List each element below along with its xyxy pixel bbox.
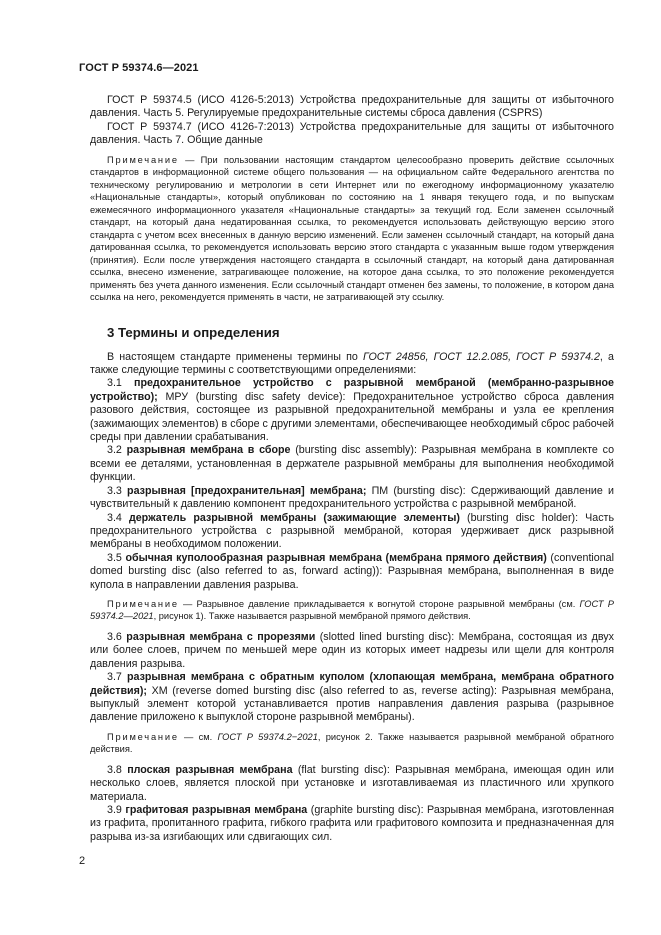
note-label: Примечание xyxy=(107,154,179,165)
section-intro: В настоящем стандарте применены термины по ГОСТ 24856, ГОСТ 12.2.085, ГОСТ Р 59374.2, а также следующие термины с соответствующими определениями: xyxy=(90,350,614,377)
document-code-header: ГОСТ Р 59374.6—2021 xyxy=(79,62,199,74)
section-title: 3 Термины и определения xyxy=(107,324,280,340)
term-name: плоская разрывная мембрана xyxy=(127,763,293,776)
term-3-8: 3.8 плоская разрывная мембрана (flat bursting disc): Разрывная мембрана, имеющая один или несколько слоев, является плоской при установке и изготавливаемая из пластичного или хрупкого материала. xyxy=(90,763,614,803)
intro-standards-refs: ГОСТ 24856, ГОСТ 12.2.085, ГОСТ Р 59374.2 xyxy=(363,350,600,363)
page-body xyxy=(90,94,614,844)
note-label: Примечание xyxy=(107,731,179,742)
term-3-3: 3.3 разрывная [предохранительная] мембрана; ПМ (bursting disc): Сдерживающий давление и чувствительный к давлению компонент предохранительного устройства с разрывной мембраной. xyxy=(90,484,614,511)
term-name: предохранительное устройство с разрывной мембраной (мембранно-разрывное устройство); xyxy=(90,377,614,403)
term-name: разрывная [предохранительная] мембрана; xyxy=(127,484,367,497)
term-name: обычная куполообразная разрывная мембрана (мембрана прямого действия) xyxy=(125,551,547,564)
term-name: разрывная мембрана с прорезями xyxy=(126,630,316,643)
note-standard-ref: ГОСТ Р 59374.2−2021 xyxy=(217,731,318,742)
note-text: — При пользовании настоящим стандартом целесообразно проверить действие ссылочных стандартов в информационной системе общего пользования — на официальном сайте Федерального агентства по техническому регулированию и метрологии в сети Интернет или по ежегодному информационному указателю «Национальные стандарты», который опубликован по состоянию на 1 января текущего года, и по выпускам ежемесячного информационного указателя «Национальные стандарты» за текущий год. Если заменен ссылочный стандарт, на который дана недатированная ссылка, то рекомендуется использовать действующую версию этого стандарта с учетом всех внесенных в данную версию изменений. Если заменен ссылочный стандарт, на который дана датированная ссылка, то рекомендуется использовать версию этого стандарта с указанным выше годом утверждения (принятия). Если после утверждения настоящего стандарта в ссылочный стандарт, на который дана датированная ссылка, внесено изменение, затрагивающее положение, на которое дана ссылка, то это положение рекомендуется применять без учета данного изменения. Если ссылочный стандарт отменен без замены, то положение, в котором дана ссылка на него, рекомендуется применять в части, не затрагивающей эту ссылку. xyxy=(90,154,614,303)
term-3-1: 3.1 предохранительное устройство с разрывной мембраной (мембранно-разрывное устройство); МРУ (bursting disc safety device): Предохранительное устройство сброса давления разового действия, состоящее из разрывной предохранительной мембраны и узла ее крепления (зажимающих элементов) в сборе с другими элементами, обеспечивающее необходимый сброс рабочей среды при давлении срабатывания. xyxy=(90,377,614,444)
term-3-9: 3.9 графитовая разрывная мембрана (graphite bursting disc): Разрывная мембрана, изготовленная из графита, пропитанного графита, гибкого графита или графитового композита и предназначенная для разрыва из-за изгибающих или сдвигающих сил. xyxy=(90,804,614,843)
term-name: разрывная мембрана с обратным куполом (хлопающая мембрана, мембрана обратного действия); xyxy=(90,671,614,697)
term-3-6: 3.6 разрывная мембрана с прорезями (slotted lined bursting disc): Мембрана, состоящая из двух или более слоев, причем по меньшей мере один из которых имеет надрезы или щели для контроля давления разрыва. xyxy=(90,630,614,670)
note-standard-ref: ГОСТ Р 59374.2—2021 xyxy=(90,598,614,622)
term-name: разрывная мембрана в сборе xyxy=(126,444,291,457)
term-name: графитовая разрывная мембрана xyxy=(125,804,308,816)
page-number: 2 xyxy=(79,855,86,867)
term-3-4: 3.4 держатель разрывной мембраны (зажимающие элементы) (bursting disc holder): Часть предохранительного устройства с разрывной мембраной, которая удерживает диск разрывной мембраны в необходимом положении. xyxy=(90,511,615,551)
reference-entry: ГОСТ Р 59374.5 (ИСО 4126-5:2013) Устройства предохранительные для защиты от избыточного давления. Часть 5. Регулируемые предохранительные системы сброса давления (CSPRS) xyxy=(90,94,614,120)
note-references xyxy=(90,154,614,304)
note-label: Примечание xyxy=(107,598,179,609)
term-3-5: 3.5 обычная куполообразная разрывная мембрана (мембрана прямого действия) (conventional domed bursting disc (also referred to as, forward acting)): Разрывная мембрана, выполненная в виде купола в направлении давления разрыва. xyxy=(90,551,614,591)
note-3-5: Примечание — Разрывное давление прикладывается к вогнутой стороне разрывной мембраны (см. ГОСТ Р 59374.2—2021, рисунок 1). Также называется разрывной мембраной прямого действия. xyxy=(90,598,614,622)
term-3-2: 3.2 разрывная мембрана в сборе (bursting disc assembly): Разрывная мембрана в комплекте со всеми ее деталями, установленная в держателе разрывной мембраны для выполнения необходимой функции. xyxy=(90,444,615,484)
note-3-7: Примечание — см. ГОСТ Р 59374.2−2021, рисунок 2. Также называется разрывной мембраной обратного действия. xyxy=(90,731,614,755)
term-name: держатель разрывной мембраны (зажимающие элементы) xyxy=(128,511,460,524)
reference-entry: ГОСТ Р 59374.7 (ИСО 4126-7:2013) Устройства предохранительные для защиты от избыточного давления. Часть 7. Общие данные xyxy=(90,120,614,147)
term-3-7: 3.7 разрывная мембрана с обратным куполом (хлопающая мембрана, мембрана обратного действия); ХМ (reverse domed bursting disc (also referred to as, reverse acting): Разрывная мембрана, выпуклый элемент которой устанавливается против направления давления разрыва (разрывное давление приложено к выпуклой стороне разрывной мембраны). xyxy=(90,671,614,724)
